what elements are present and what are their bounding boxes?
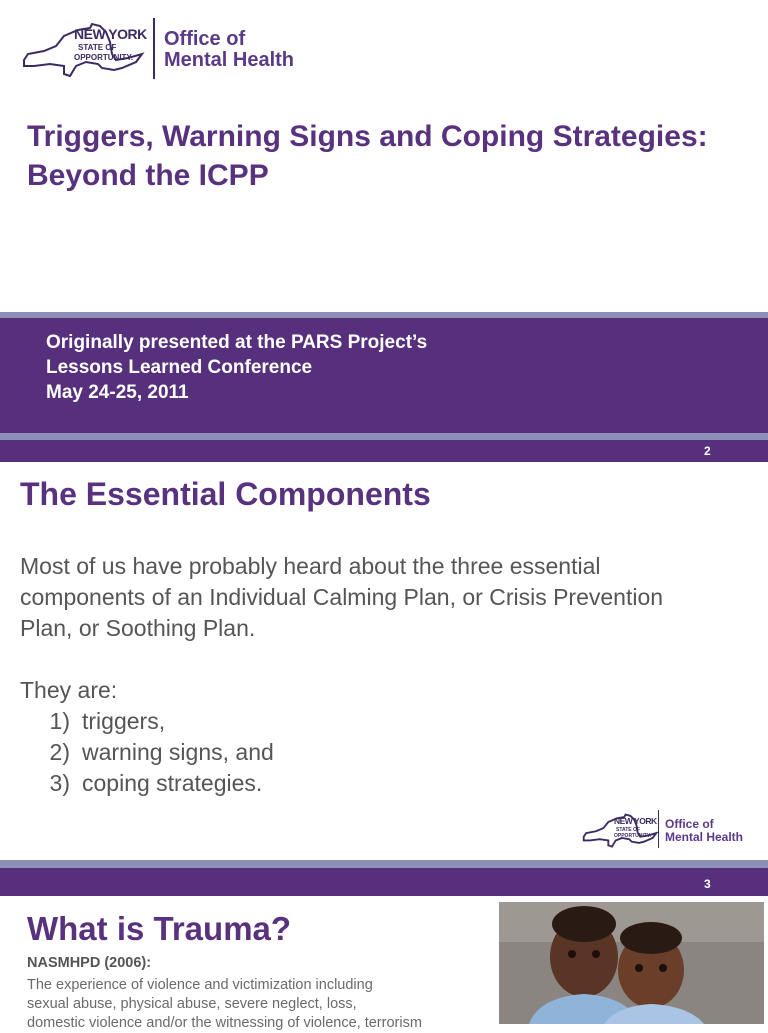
- title-slide: [0, 0, 768, 462]
- logo-office-line1: Office of: [665, 817, 714, 831]
- logo-office-line1: Office of: [164, 28, 246, 50]
- list-item: [30, 737, 274, 768]
- nys-omh-logo-small: [578, 808, 753, 852]
- slide-heading: What is Trauma?: [27, 910, 292, 947]
- definition-line2: sexual abuse, physical abuse, severe neglect, loss,: [27, 996, 357, 1012]
- list-item-number: 1): [49, 708, 70, 734]
- list-item-text: triggers,: [82, 708, 166, 734]
- slide-number: 3: [704, 877, 711, 891]
- paragraph-line1: Most of us have probably heard about the three essential: [20, 553, 601, 579]
- logo-divider: [153, 18, 155, 79]
- band-line2: Lessons Learned Conference: [46, 357, 313, 378]
- nys-omh-logo: [16, 14, 306, 84]
- list-item-text: warning signs, and: [82, 739, 274, 765]
- slide-number: 2: [704, 444, 711, 458]
- bottom-stripe: [0, 860, 768, 868]
- list-item: [30, 706, 165, 737]
- list-item-number: 3): [49, 770, 70, 796]
- source-citation: NASMHPD (2006):: [27, 955, 152, 971]
- essential-components-slide: [0, 444, 768, 868]
- slide-heading: The Essential Components: [20, 476, 431, 512]
- logo-state-of: STATE OF: [616, 827, 640, 833]
- logo-office-line2: Mental Health: [164, 49, 295, 71]
- definition-line1: The experience of violence and victimization including: [27, 977, 373, 993]
- logo-opportunity: OPPORTUNITY.: [614, 833, 651, 839]
- band-bottom-stripe: [0, 433, 768, 440]
- band-line1: Originally presented at the PARS Project’s: [46, 332, 428, 353]
- logo-state-of: STATE OF: [78, 43, 117, 52]
- what-is-trauma-slide: [0, 868, 768, 1031]
- slide-number-bar: [0, 440, 768, 462]
- logo-state-name: NEW YORK: [74, 26, 147, 42]
- paragraph-line3: Plan, or Soothing Plan.: [20, 615, 256, 641]
- list-item-text: coping strategies.: [82, 770, 263, 796]
- logo-opportunity: OPPORTUNITY.: [74, 53, 134, 62]
- slide-title-line2: Beyond the ICPP: [27, 159, 269, 192]
- slide-title-line1: Triggers, Warning Signs and Coping Strategies:: [27, 120, 708, 153]
- paragraph-line2: components of an Individual Calming Plan, or Crisis Prevention: [20, 584, 664, 610]
- definition-line3: domestic violence and/or the witnessing of violence, terrorism: [27, 1015, 422, 1031]
- logo-divider: [658, 810, 659, 848]
- list-item-number: 2): [49, 739, 70, 765]
- list-item: [30, 768, 262, 799]
- children-photo: [499, 902, 764, 1024]
- conference-band: [0, 318, 768, 433]
- band-line3: May 24-25, 2011: [46, 382, 189, 403]
- logo-state-name: NEW YORK: [614, 816, 657, 826]
- list-intro: They are:: [20, 677, 118, 703]
- slide-number-bar: [0, 868, 768, 896]
- logo-office-line2: Mental Health: [665, 830, 744, 844]
